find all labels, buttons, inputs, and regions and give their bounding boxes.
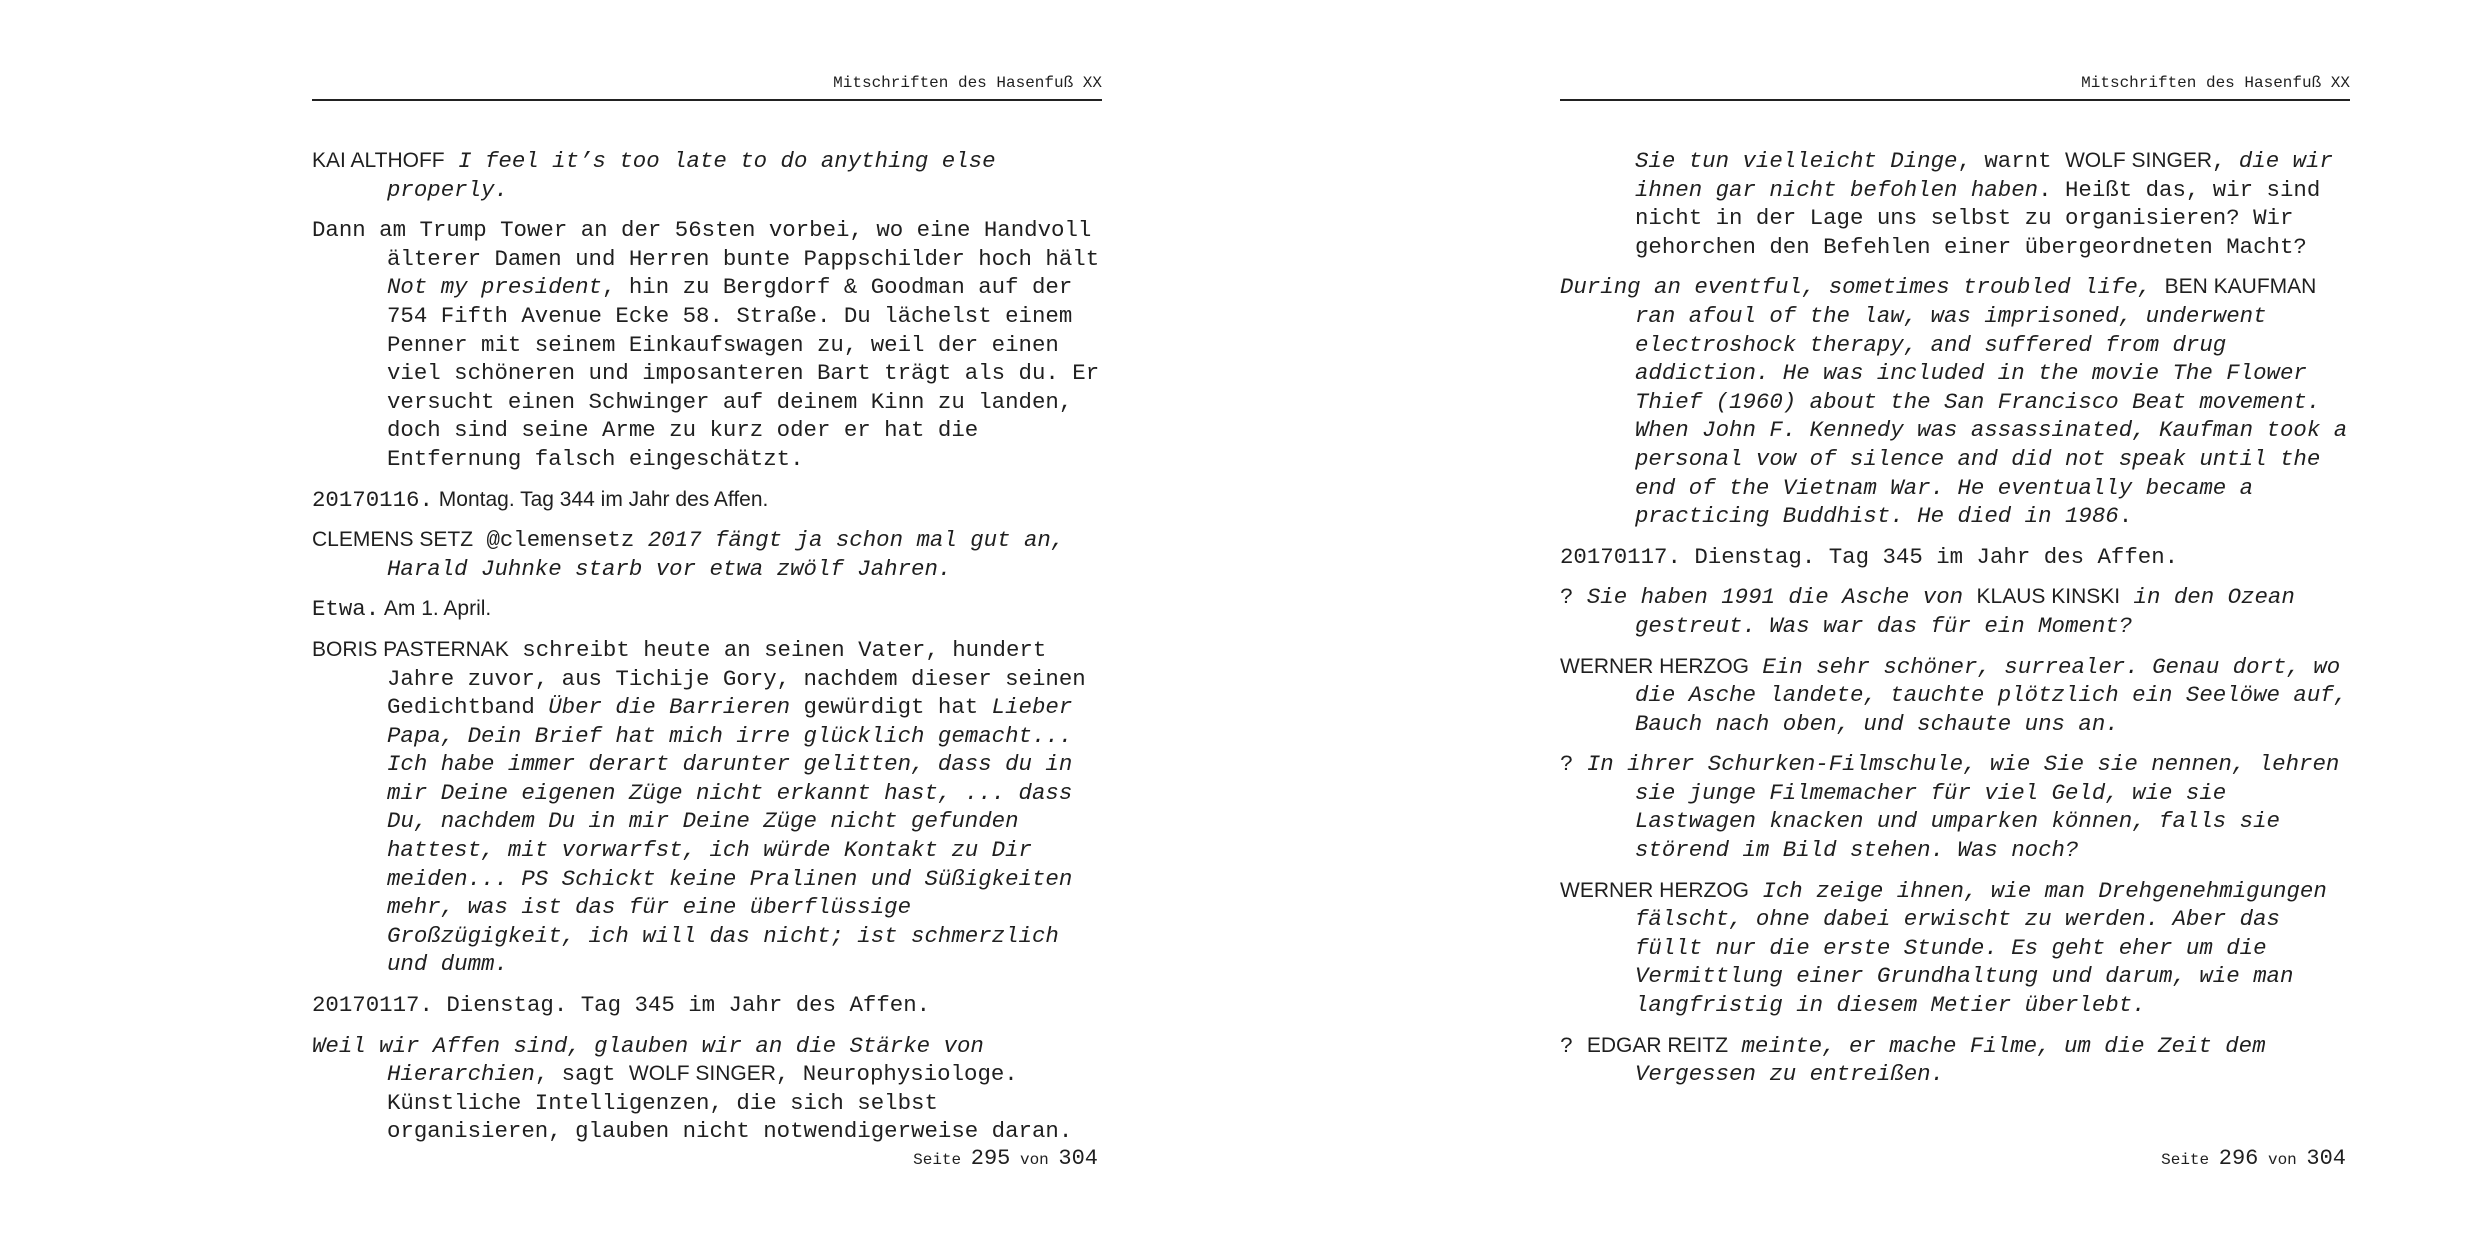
italic-text: Ich zeige ihnen, wie man Drehgenehmigungen fälscht, ohne dabei erwischt zu werden. Aber das füllt nur die erste Stunde. Es geht eher um die Vermittlung einer Grundhaltung und darum, wie man langfristig in diesem Metier überlebt. <box>1635 877 2327 1019</box>
speaker-name: CLEMENS SETZ <box>312 528 474 552</box>
date: 20170117. <box>1560 543 1681 570</box>
paragraph <box>312 216 1102 473</box>
page-number: 296 <box>2218 1146 2259 1171</box>
text: gewürdigt hat <box>790 694 992 721</box>
speaker-name: BEN KAUFMAN <box>2164 275 2317 299</box>
question <box>1560 583 2350 640</box>
italic-text: Not my president <box>387 274 602 301</box>
speaker-name: WOLF SINGER <box>628 1062 776 1086</box>
letter-quote: Lieber Papa, Dein Brief hat mich irre glücklich gemacht... Ich habe immer derart darunter gelitten, dass du in mir Deine eigenen Züge nicht erkannt hast, ... dass Du, nachdem Du in mir Deine Züge nicht gefunden hattest, mit vorwarfst, ich würde Kontakt zu Dir meiden... PS Schickt keine Pralinen und Süßigkeiten mehr, was ist das für eine überflüssige Großzügigkeit, ich will das nicht; ist schmerzlich und dumm. <box>387 694 1073 978</box>
text: schreibt heute an seinen Vater, hundert Jahre zuvor, aus Tichije Gory, nachdem dieser seinen Gedichtband <box>387 636 1086 721</box>
question <box>1560 1032 2350 1089</box>
question <box>1560 750 2350 864</box>
italic-text: Weil wir Affen sind, glauben wir an die Stärke von Hierarchien <box>312 1032 984 1088</box>
page-total: 304 <box>2306 1146 2346 1171</box>
page-footer <box>2161 1146 2346 1173</box>
question-mark: ? <box>1560 751 1587 778</box>
italic-text: Sie tun vielleicht Dinge <box>1635 148 1958 174</box>
question-mark: ? <box>1560 584 1587 611</box>
quote: 2017 fängt ja schon mal gut an, Harald Juhnke starb vor etwa zwölf Jahren. <box>387 527 1065 582</box>
handle: @clemensetz <box>473 527 648 554</box>
text: , sagt <box>534 1061 629 1088</box>
speaker-name: WERNER HERZOG <box>1560 654 1749 678</box>
page-total: 304 <box>1058 1146 1098 1171</box>
speaker-name: WERNER HERZOG <box>1560 878 1749 902</box>
page-footer <box>913 1146 1098 1173</box>
italic-text: Ein sehr schöner, surrealer. Genau dort, wo die Asche landete, tauchte plötzlich ein Seelöwe auf, Bauch nach oben, und schaute uns an. <box>1635 653 2348 737</box>
italic-text: In ihrer Schurken-Filmschule, wie Sie sie nennen, lehren sie junge Filmemacher für viel Geld, wie sie Lastwagen knacken und umparken können, falls sie störend im Bild stehen. Was noch? <box>1586 751 2340 864</box>
speaker-name: BORIS PASTERNAK <box>312 637 509 661</box>
paragraph <box>1560 147 2350 261</box>
answer <box>1560 877 2350 1020</box>
diary-date <box>312 991 1102 1020</box>
text: , hin zu Bergdorf & Goodman auf der 754 Fifth Avenue Ecke 58. Straße. Du lächelst einem Penner mit seinem Einkaufswagen zu, weil der einen viel schöneren und imposanteren Bart trägt als du. Er versucht einen Schwinger auf deinem Kinn zu landen, doch sind seine Arme zu kurz oder er hat die Entfernung falsch eingeschätzt. <box>387 274 1100 472</box>
italic-text: Sie haben 1991 die Asche von <box>1586 584 1977 611</box>
paragraph <box>1560 273 2350 530</box>
day-text: Dienstag. Tag 345 im Jahr des Affen. <box>432 992 931 1019</box>
date: 20170116. <box>312 486 433 513</box>
text: Etwa. <box>312 596 380 623</box>
speaker-name: EDGAR REITZ <box>1586 1033 1729 1057</box>
text: Dann am Trump Tower an der 56sten vorbei, wo eine Handvoll älterer Damen und Herren bunte Pappschilder hoch hält <box>312 217 1100 272</box>
italic-text: die wir ihnen gar nicht befohlen haben <box>1635 148 2333 203</box>
page-left <box>312 0 1102 1240</box>
speaker-name: WOLF SINGER <box>2064 149 2212 172</box>
italic-text: in den Ozean gestreut. Was war das für ein Moment? <box>1635 584 2295 639</box>
paragraph <box>312 1032 1102 1146</box>
day-text: Dienstag. Tag 345 im Jahr des Affen. <box>1680 543 2179 570</box>
speaker-name: KAI ALTHOFF <box>312 149 445 172</box>
page-body <box>1560 147 2350 1101</box>
text: . Heißt das, wir sind nicht in der Lage uns selbst zu organisieren? Wir gehorchen den Befehlen einer übergeordneten Macht? <box>1635 176 2321 260</box>
italic-text: meinte, er mache Filme, um die Zeit dem Vergessen zu entreißen. <box>1635 1032 2266 1088</box>
italic-text: ran afoul of the law, was imprisoned, underwent electroshock therapy, and suffered from drug addiction. He was included in the movie The Flower Thief (1960) about the San Francisco Beat movement. When John F. Kennedy was assassinated, Kaufman took a personal vow of silence and did not speak until the end of the Vietnam War. He eventually became a practicing Buddhist. He died in 1986 <box>1635 302 2348 530</box>
text: , warnt <box>1957 148 2065 174</box>
speaker-name: KLAUS KINSKI <box>1976 585 2121 609</box>
page-body <box>312 147 1102 1158</box>
day-text: Montag. Tag 344 im Jahr des Affen. <box>432 487 769 511</box>
diary-date <box>1560 543 2350 572</box>
text: Am 1. April. <box>379 597 492 621</box>
page-number: 295 <box>970 1146 1011 1171</box>
page-right <box>1560 0 2350 1240</box>
date: 20170117. <box>312 992 433 1019</box>
footer-prefix: Seite <box>2161 1151 2210 1169</box>
question-mark: ? <box>1560 1032 1587 1059</box>
paragraph <box>312 636 1102 979</box>
paragraph <box>312 526 1102 583</box>
quote: I feel it’s too late to do anything else properly. <box>387 148 996 203</box>
italic-text: Über die Barrieren <box>548 694 791 721</box>
text: . <box>2118 503 2133 530</box>
running-header: Mitschriften des Hasenfuß XX <box>312 73 1102 101</box>
italic-text: During an eventful, sometimes troubled life, <box>1560 274 2165 301</box>
footer-prefix: Seite <box>913 1151 962 1169</box>
footer-sep: von <box>1019 1151 1049 1169</box>
paragraph <box>312 595 1102 624</box>
diary-date <box>312 486 1102 515</box>
answer <box>1560 653 2350 739</box>
footer-sep: von <box>2267 1151 2297 1169</box>
running-header: Mitschriften des Hasenfuß XX <box>1560 73 2350 101</box>
paragraph <box>312 147 1102 204</box>
text: , <box>2212 148 2239 174</box>
text: , Neurophysiologe. Künstliche Intelligenzen, die sich selbst organisieren, glauben nicht notwendigerweise daran. <box>387 1061 1073 1145</box>
